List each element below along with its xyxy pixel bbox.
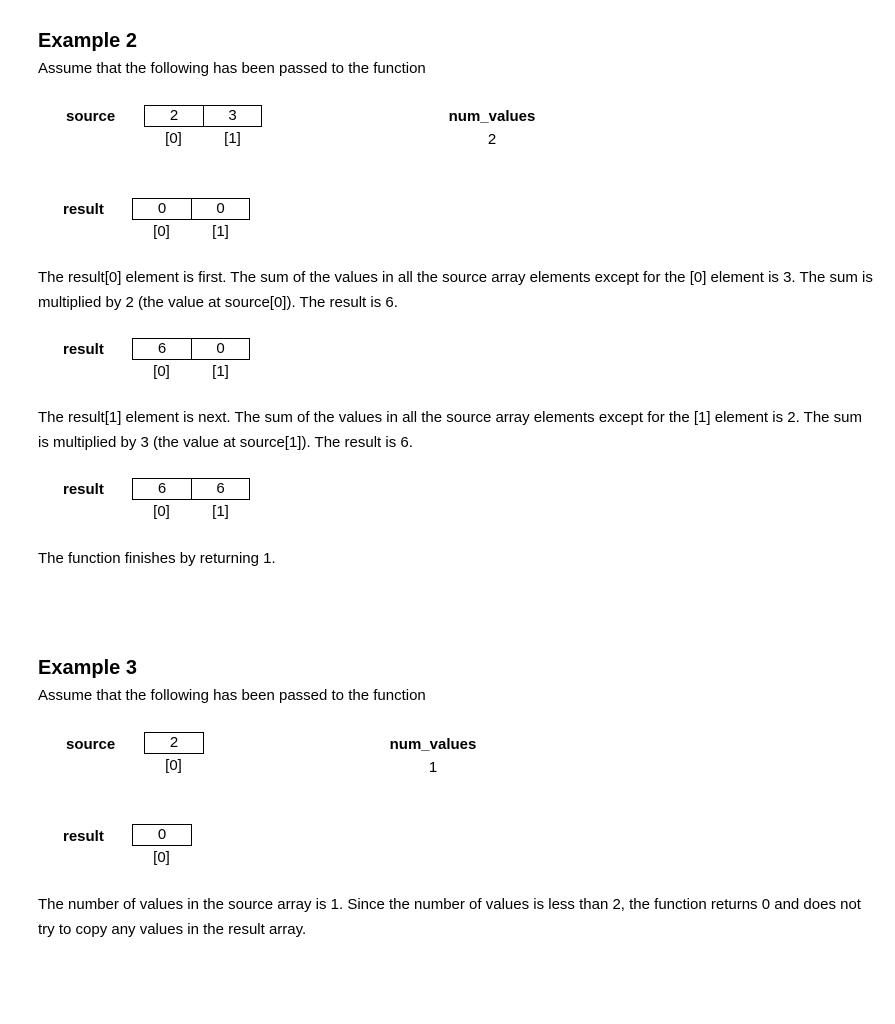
example2-result-label: result: [63, 341, 104, 358]
example2-result-array-step1: [132, 338, 250, 360]
example2-num-values-label: num_values: [448, 108, 536, 125]
example2-result-label: result: [63, 481, 104, 498]
array-index: [0]: [153, 849, 170, 866]
array-cell: 6: [191, 479, 249, 499]
array-cell: 2: [169, 107, 179, 124]
array-cell: 0: [191, 339, 249, 359]
array-cell: 6: [157, 340, 167, 357]
example3-explanation-text: The number of values in the source array is 1. Since the number of values is less than 2, the function returns 0 and does not try to copy any values in the result array.: [38, 896, 861, 938]
array-index: [1]: [224, 130, 241, 147]
example3-intro: Assume that the following has been passed to the function: [38, 687, 426, 704]
example2-step2-text: The result[1] element is next. The sum of the values in all the source array elements except for the [1] element is 2. The sum is multiplied by 3 (the value at source[1]). The result is 6.: [38, 409, 863, 451]
array-cell: 6: [157, 480, 167, 497]
example2-result-indices-initial: [132, 223, 250, 241]
array-cell: 0: [157, 200, 167, 217]
example3-num-values-label: num_values: [389, 736, 477, 753]
array-index: [0]: [153, 503, 170, 520]
example2-finish-text: The function finishes by returning 1.: [38, 550, 276, 567]
array-index: [0]: [165, 130, 182, 147]
array-cell: 3: [203, 106, 261, 126]
array-index: [0]: [153, 223, 170, 240]
array-index: [1]: [212, 503, 229, 520]
example3-source-indices: [144, 757, 203, 775]
array-index: [0]: [165, 757, 182, 774]
array-index: [1]: [212, 363, 229, 380]
array-index: [1]: [212, 223, 229, 240]
array-cell: 2: [169, 734, 179, 751]
example3-result-array: [132, 824, 192, 846]
example2-source-label: source: [66, 108, 116, 125]
example3-result-label: result: [63, 828, 104, 845]
example2-result-label: result: [63, 201, 104, 218]
example3-source-label: source: [66, 736, 116, 753]
example2-result-array-initial: [132, 198, 250, 220]
example3-result-indices: [132, 849, 191, 867]
example2-source-indices: [144, 130, 262, 148]
example3-source-array: [144, 732, 204, 754]
example3-num-values: 1: [428, 759, 438, 776]
example2-num-values: 2: [487, 131, 497, 148]
example2-result-indices-step2: [132, 503, 250, 521]
example2-intro: Assume that the following has been passed to the function: [38, 60, 426, 77]
array-index: [0]: [153, 363, 170, 380]
example2-step1-text: The result[0] element is first. The sum of the values in all the source array elements except for the [0] element is 3. The sum is multiplied by 2 (the value at source[0]). The result is 6.: [38, 269, 873, 311]
example2-heading: Example 2: [38, 30, 137, 52]
array-cell: 0: [191, 199, 249, 219]
array-cell: 0: [157, 826, 167, 843]
example2-result-indices-step1: [132, 363, 250, 381]
example3-heading: Example 3: [38, 657, 137, 679]
example2-result-array-step2: [132, 478, 250, 500]
example2-source-array: [144, 105, 262, 127]
